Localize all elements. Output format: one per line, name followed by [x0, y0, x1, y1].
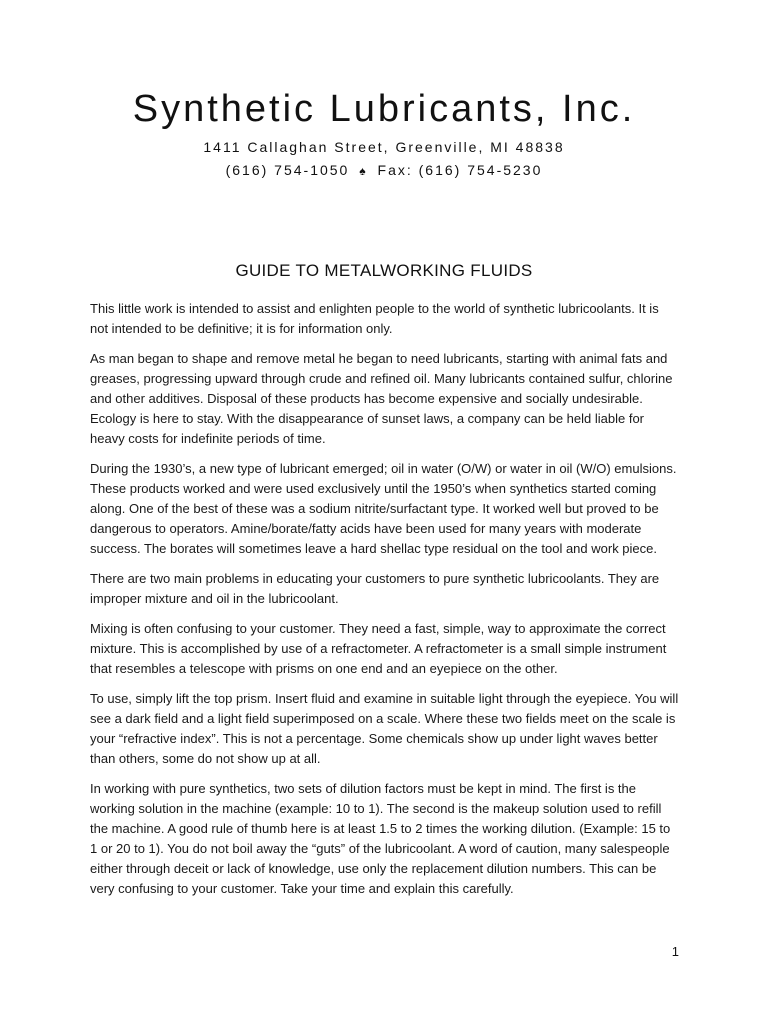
company-address: 1411 Callaghan Street, Greenville, MI 48838	[203, 139, 565, 155]
paragraph-dilution: In working with pure synthetics, two sets of dilution factors must be kept in mind. The first is the working solution in the machine (example: 10 to 1). The second is the makeup solution used to refill the machine. A good rule of thumb here is at least 1.5 to 2 times the working dilution. (Example: 15 to 1 or 20 to 1). You do not boil away the “guts” of the lubricoolant. A word of caution, many salespeople either through deceit or lack of knowledge, use only the replacement dilution numbers. This can be very confusing to your customer. Take your time and explain this carefully.	[90, 781, 671, 896]
paragraph-problems: There are two main problems in educating your customers to pure synthetic lubricoolants. They are improper mixture and oil in the lubricoolant.	[90, 571, 660, 606]
fax-number: Fax: (616) 754-5230	[377, 162, 543, 178]
page-number: 1	[671, 944, 679, 959]
paragraph-refractometer-use: To use, simply lift the top prism. Insert fluid and examine in suitable light through the eyepiece. You will see a dark field and a light field superimposed on a scale. Where these two fields meet on the scale is your “refractive index”. This is not a percentage. Some chemicals show up under light waves better than others, some do not show up at all.	[90, 691, 679, 766]
spade-bullet-icon: ♠	[359, 164, 368, 178]
phone-number: (616) 754-1050	[225, 162, 350, 178]
paragraph-intro: This little work is intended to assist and enlighten people to the world of synthetic lubricoolants. It is not intended to be definitive; it is for information only.	[90, 301, 659, 336]
document-body	[90, 299, 680, 909]
company-name: Synthetic Lubricants, Inc.	[132, 88, 636, 130]
paragraph-mixing: Mixing is often confusing to your customer. They need a fast, simple, way to approximate the correct mixture. This is accomplished by use of a refractometer. A refractometer is a small simple instrument that resembles a telescope with prisms on one end and an eyepiece on the other.	[90, 621, 667, 676]
paragraph-history: As man began to shape and remove metal he began to need lubricants, starting with animal fats and greases, progressing upward through crude and refined oil. Many lubricants contained sulfur, chlorine and other additives. Disposal of these products has become expensive and socially undesirable. Ecology is here to stay. With the disappearance of sunset laws, a company can be held liable for heavy costs for indefinite periods of time.	[90, 351, 673, 446]
contact-line	[0, 162, 768, 178]
document-heading: GUIDE TO METALWORKING FLUIDS	[235, 261, 533, 280]
paragraph-emulsions: During the 1930’s, a new type of lubricant emerged; oil in water (O/W) or water in oil (W/O) emulsions. These products worked and were used exclusively until the 1950’s when synthetics started coming along. One of the best of these was a sodium nitrite/surfactant type. It worked well but proved to be dangerous to operators. Amine/borate/fatty acids have been used for many years with moderate success. The borates will sometimes leave a hard shellac type residual on the tool and work piece.	[90, 461, 677, 556]
